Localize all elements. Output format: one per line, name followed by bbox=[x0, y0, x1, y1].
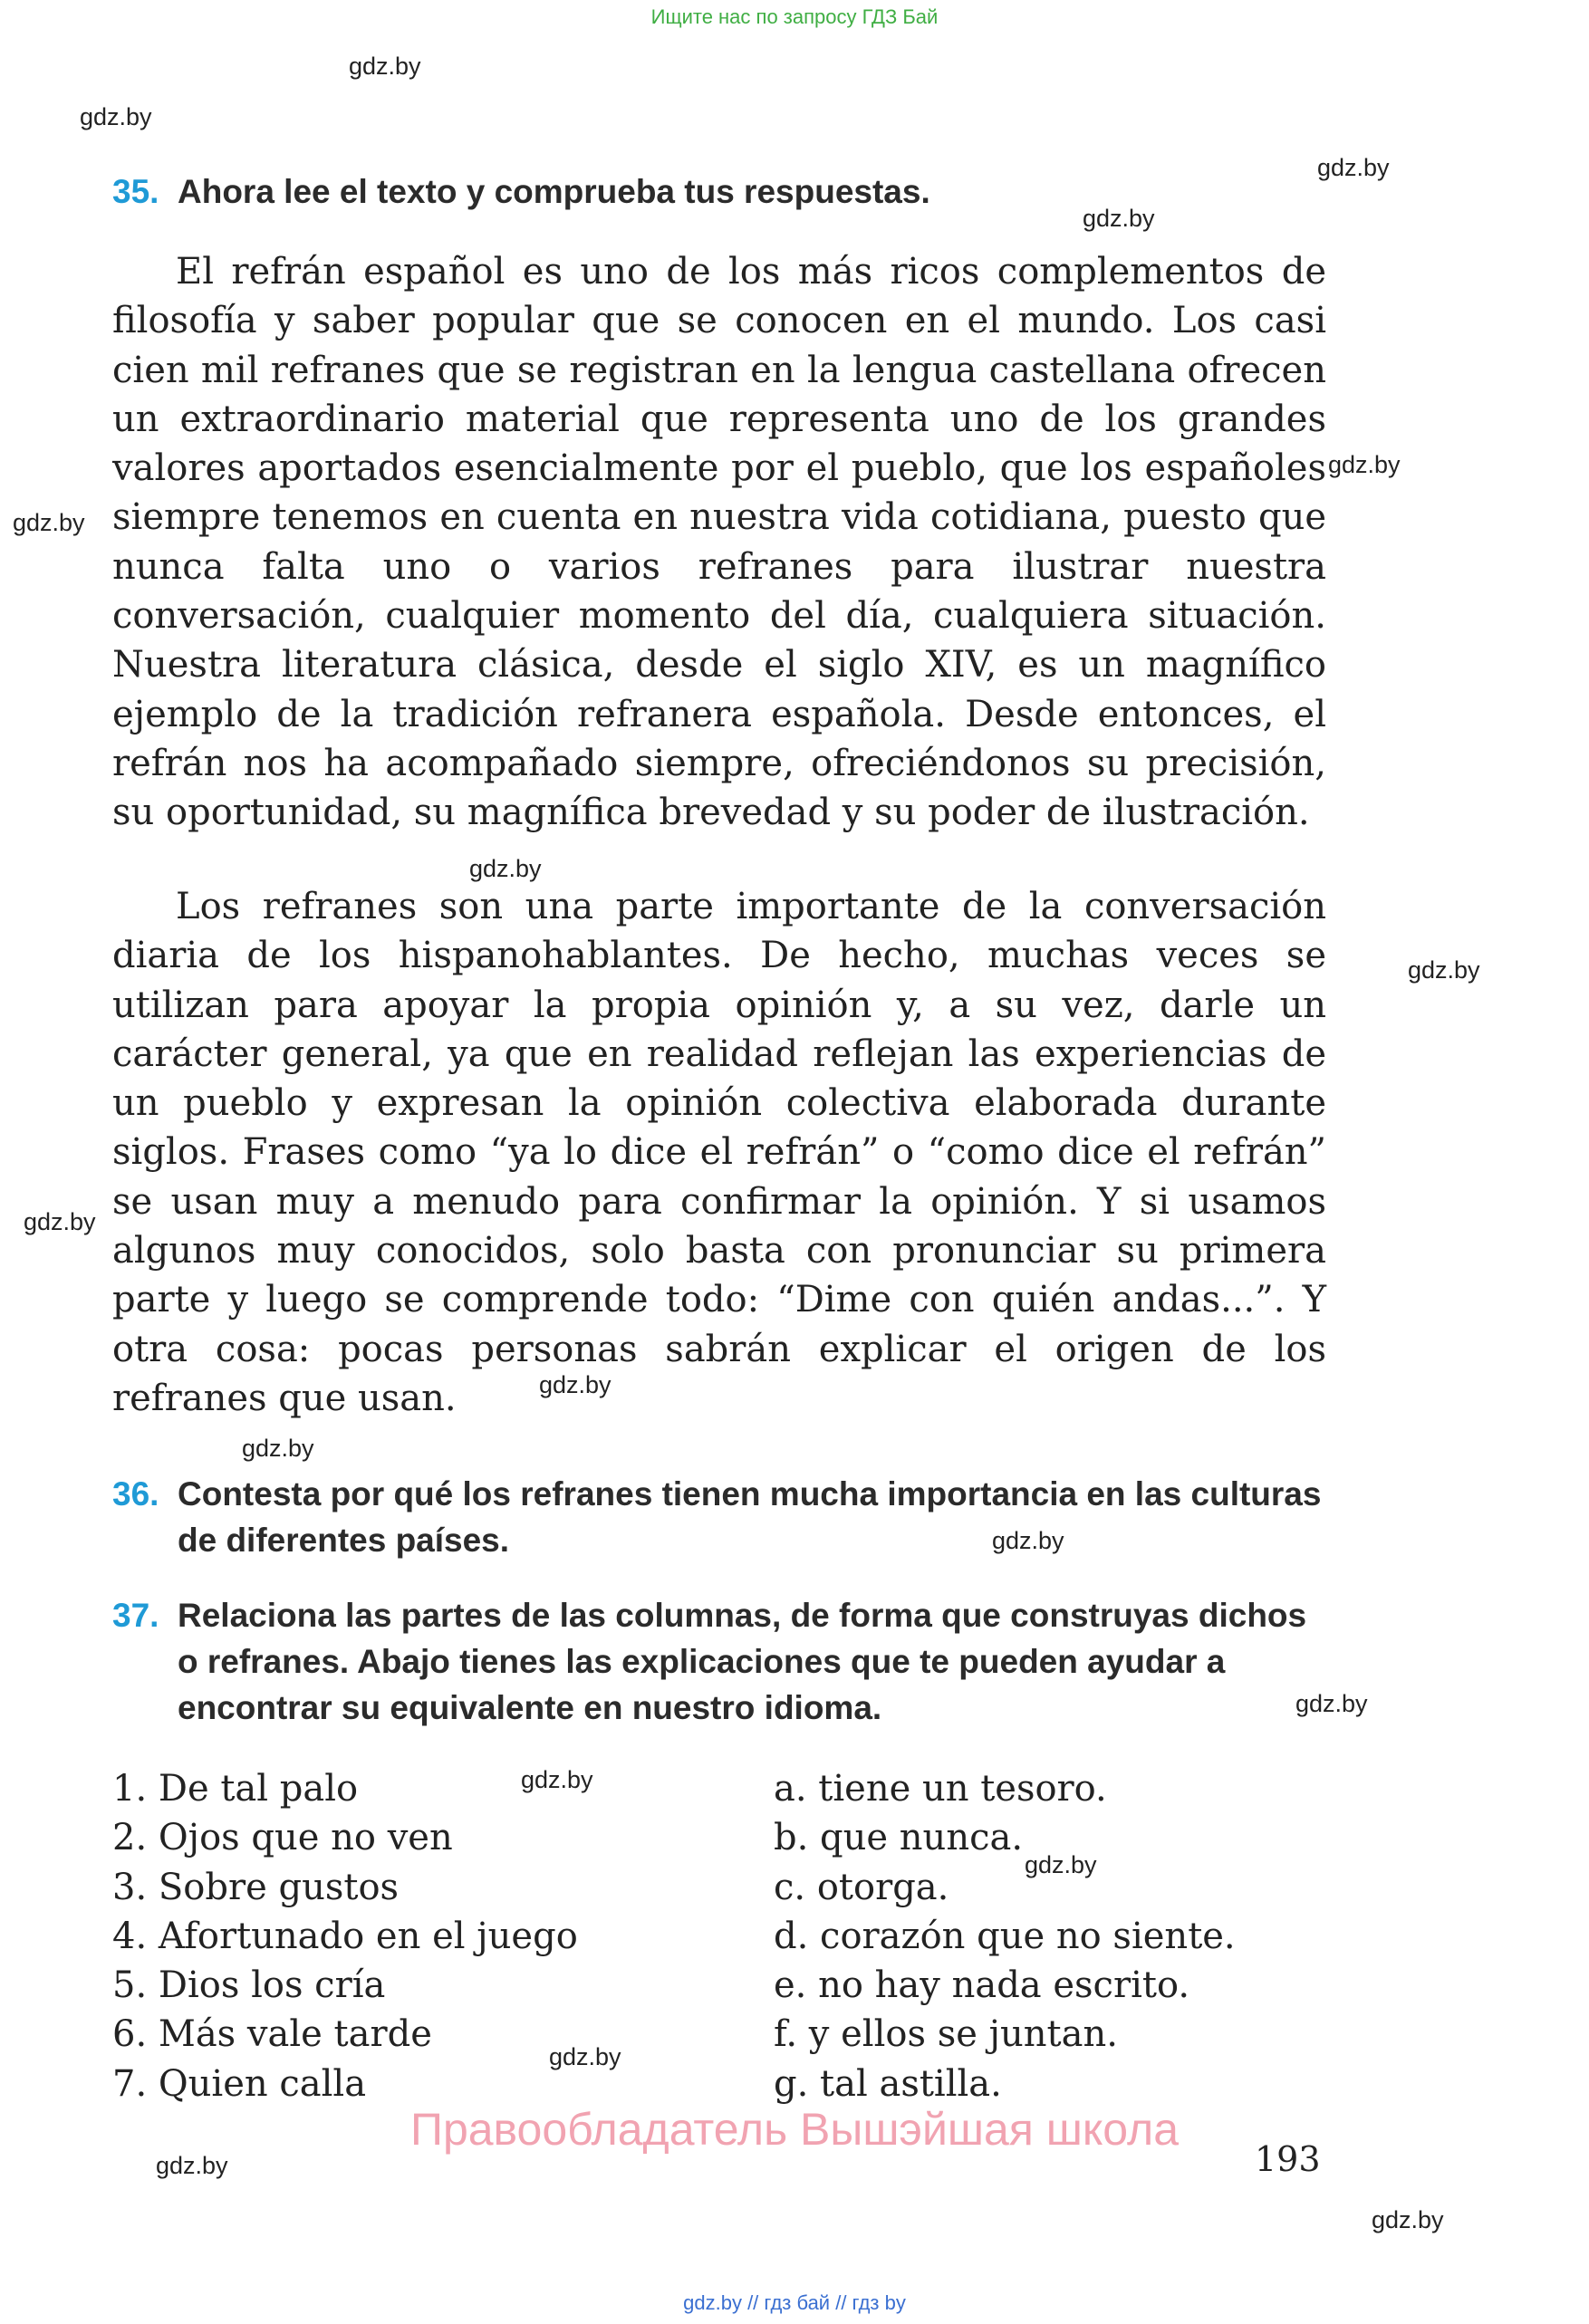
top-banner: Ищите нас по запросу ГДЗ Бай bbox=[650, 5, 939, 28]
exercise-37-heading bbox=[112, 1592, 1326, 1731]
saying-ending-item: a. tiene un tesoro. bbox=[774, 1768, 1107, 1810]
saying-beginning-item: 2. Ojos que no ven bbox=[112, 1817, 453, 1859]
saying-ending-item: b. que nunca. bbox=[774, 1817, 1024, 1859]
watermark: gdz.by bbox=[1328, 451, 1401, 478]
exercise-36-heading bbox=[112, 1471, 1326, 1563]
watermark: gdz.by bbox=[80, 103, 152, 130]
watermark: gdz.by bbox=[521, 1766, 593, 1793]
saying-endings-list bbox=[774, 1764, 1335, 2108]
watermark: gdz.by bbox=[1372, 2206, 1444, 2233]
exercise-35-title: Ahora lee el texto y comprueba tus respuestas. bbox=[178, 173, 930, 210]
watermark: gdz.by bbox=[242, 1435, 314, 1462]
saying-ending-item: c. otorga. bbox=[774, 1866, 949, 1908]
exercise-36-title: Contesta por qué los refranes tienen mucha importancia en las culturas de diferentes países. bbox=[178, 1475, 1322, 1559]
saying-ending-item: g. tal astilla. bbox=[774, 2062, 1002, 2105]
watermark: gdz.by bbox=[24, 1208, 96, 1235]
saying-beginning-item: 3. Sobre gustos bbox=[112, 1866, 400, 1908]
watermark: gdz.by bbox=[539, 1371, 612, 1398]
rights-holder-stamp: Правообладатель Вышэйшая школа bbox=[410, 2104, 1179, 2155]
watermark: gdz.by bbox=[349, 53, 421, 80]
exercise-37-number: 37. bbox=[112, 1597, 159, 1634]
watermark: gdz.by bbox=[549, 2043, 621, 2070]
footer-links: gdz.by // гдз бай // гдз by bbox=[683, 2291, 906, 2314]
exercise-37-title: Relaciona las partes de las columnas, de forma que construyas dichos o refranes. Abajo tienes las explicaciones que te pueden ayudar a encontrar su equivalente en nuestro idioma. bbox=[178, 1597, 1307, 1726]
exercise-35-heading bbox=[112, 168, 1326, 215]
watermark: gdz.by bbox=[1083, 205, 1155, 232]
saying-ending-item: e. no hay nada escrito. bbox=[774, 1964, 1190, 2007]
watermark: gdz.by bbox=[1295, 1690, 1368, 1717]
saying-ending-item: d. corazón que no siente. bbox=[774, 1915, 1236, 1957]
watermark: gdz.by bbox=[1025, 1851, 1097, 1878]
saying-beginnings-list bbox=[112, 1764, 638, 2108]
exercise-35-paragraph-2: Los refranes son una parte importante de la conversación diaria de los hispanohablantes. De hecho, muchas veces se utilizan para apoyar la propia opinión y, a su vez, darle un carácter general, ya que en realidad reflejan las experiencias de un pueblo y expresan la opinión colectiva elaborada durante siglos. Frases como “ya lo dice el refrán” o “como dice el refrán” se usan muy a menudo para confirmar la opinión. Y si usamos algunos muy conocidos, solo basta con pronunciar su primera parte y luego se comprende todo: “Dime con quién andas...”. Y otra cosa: pocas personas sabrán explicar el origen de los refranes que usan. bbox=[112, 886, 1326, 1419]
watermark: gdz.by bbox=[992, 1527, 1064, 1554]
saying-beginning-item: 5. Dios los cría bbox=[112, 1964, 386, 2007]
watermark: gdz.by bbox=[1408, 956, 1480, 984]
saying-beginning-item: 6. Más vale tarde bbox=[112, 2013, 432, 2056]
saying-ending-item: f. y ellos se juntan. bbox=[774, 2013, 1118, 2056]
watermark: gdz.by bbox=[469, 855, 542, 882]
page-number: 193 bbox=[1255, 2139, 1321, 2179]
watermark: gdz.by bbox=[1317, 154, 1390, 181]
watermark: gdz.by bbox=[13, 509, 85, 536]
exercise-36-number: 36. bbox=[112, 1475, 159, 1513]
saying-beginning-item: 1. De tal palo bbox=[112, 1768, 359, 1810]
saying-beginning-item: 4. Afortunado en el juego bbox=[112, 1915, 578, 1957]
exercise-35-number: 35. bbox=[112, 173, 159, 210]
exercise-35-paragraph-1: El refrán español es uno de los más ricos complementos de filosofía y saber popular que se conocen en el mundo. Los casi cien mil refranes que se registran en la lengua castellana ofrecen un extraordinario material que representa uno de los grandes valores aportados esencialmente por el pueblo, que los españoles siempre tenemos en cuenta en nuestra vida cotidiana, puesto que nunca falta uno o varios refranes para ilustrar nuestra conversación, cualquier momento del día, cualquiera situación. Nuestra literatura clásica, desde el siglo XIV, es un magnífico ejemplo de la tradición refranera española. Desde entonces, el refrán nos ha acompañado siempre, ofreciéndonos su precisión, su oportunidad, su magnífica brevedad y su poder de ilustración. bbox=[112, 251, 1326, 834]
saying-beginning-item: 7. Quien calla bbox=[112, 2062, 367, 2105]
watermark: gdz.by bbox=[156, 2152, 228, 2179]
